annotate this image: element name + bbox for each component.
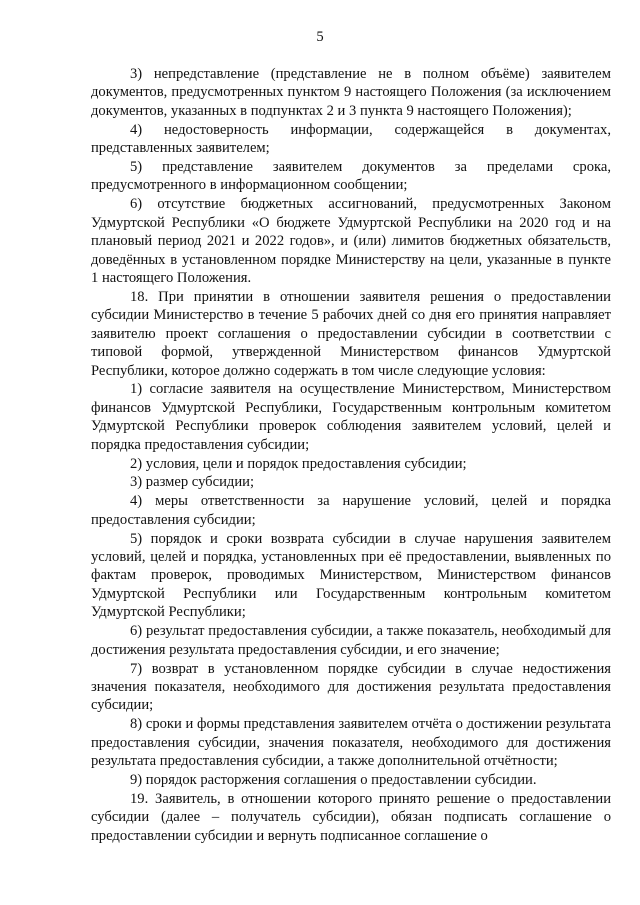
paragraph-condition-5-refund: 5) порядок и сроки возврата субсидии в случае нарушения заявителем условий, целей и порядка, установленных при её предоставлении, выявленных по фактам проверок, проводимых Министерством, Министерством финансов Удмуртской Республики или Государственным контрольным комитетом Удмуртской Республики; <box>91 530 611 621</box>
paragraph-condition-1-consent: 1) согласие заявителя на осуществление Министерством, Министерством финансов Удмуртской Республики, Государственным контрольным комитетом Удмуртской Республики проверок соблюдения заявителем условий, целей и порядка предоставления субсидии; <box>91 381 611 453</box>
paragraph-condition-6-result: 6) результат предоставления субсидии, а также показатель, необходимый для достижения результата предоставления субсидии, и его значение; <box>91 623 611 658</box>
paragraph-item-6-no-allocations: 6) отсутствие бюджетных ассигнований, предусмотренных Законом Удмуртской Республики «О бюджете Удмуртской Республики на 2020 год и на плановый период 2021 и 2022 годов», и (или) лимитов бюджетных обязательств, доведённых в установленном порядке Министерству на цели, указанные в пункте 1 настоящего Положения. <box>91 196 611 286</box>
paragraph-condition-4-liability: 4) меры ответственности за нарушение условий, целей и порядка предоставления субсидии; <box>91 493 611 528</box>
paragraph-item-5-late-submission: 5) представление заявителем документов за пределами срока, предусмотренного в информационном сообщении; <box>91 159 611 194</box>
paragraph-condition-2-terms: 2) условия, цели и порядок предоставления субсидии; <box>130 455 467 472</box>
paragraph-condition-3-amount: 3) размер субсидии; <box>130 474 254 491</box>
paragraph-clause-18: 18. При принятии в отношении заявителя решения о предоставлении субсидии Министерство в течение 5 рабочих дней со дня его принятия направляет заявителю проект соглашения о предоставлении субсидии в соответствии с типовой формой, утвержденной Министерством финансов Удмуртской Республики, которое должно содержать в том числе следующие условия: <box>91 288 611 379</box>
paragraph-condition-8-reporting: 8) сроки и формы представления заявителем отчёта о достижении результата предоставления субсидии, значения показателя, необходимого для достижения результата предоставления субсидии, а также дополнительной отчётности; <box>91 716 611 770</box>
document-body <box>91 65 611 845</box>
paragraph-condition-7-return: 7) возврат в установленном порядке субсидии в случае недостижения значения показателя, необходимого для достижения результата предоставления субсидии; <box>91 660 611 714</box>
page-number: 5 <box>316 29 324 45</box>
paragraph-clause-19: 19. Заявитель, в отношении которого принято решение о предоставлении субсидии (далее – получатель субсидии), обязан подписать соглашение о предоставлении субсидии и вернуть подписанное соглашение о <box>91 790 611 844</box>
paragraph-condition-9-termination: 9) порядок расторжения соглашения о предоставлении субсидии. <box>130 771 537 788</box>
paragraph-item-4-inaccuracy: 4) недостоверность информации, содержащейся в документах, представленных заявителем; <box>91 121 611 157</box>
paragraph-item-3-nonsubmission: 3) непредставление (представление не в полном объёме) заявителем документов, предусмотренных пунктом 9 настоящего Положения (за исключением документов, указанных в подпунктах 2 и 3 пункта 9 настоящего Положения); <box>91 66 611 119</box>
